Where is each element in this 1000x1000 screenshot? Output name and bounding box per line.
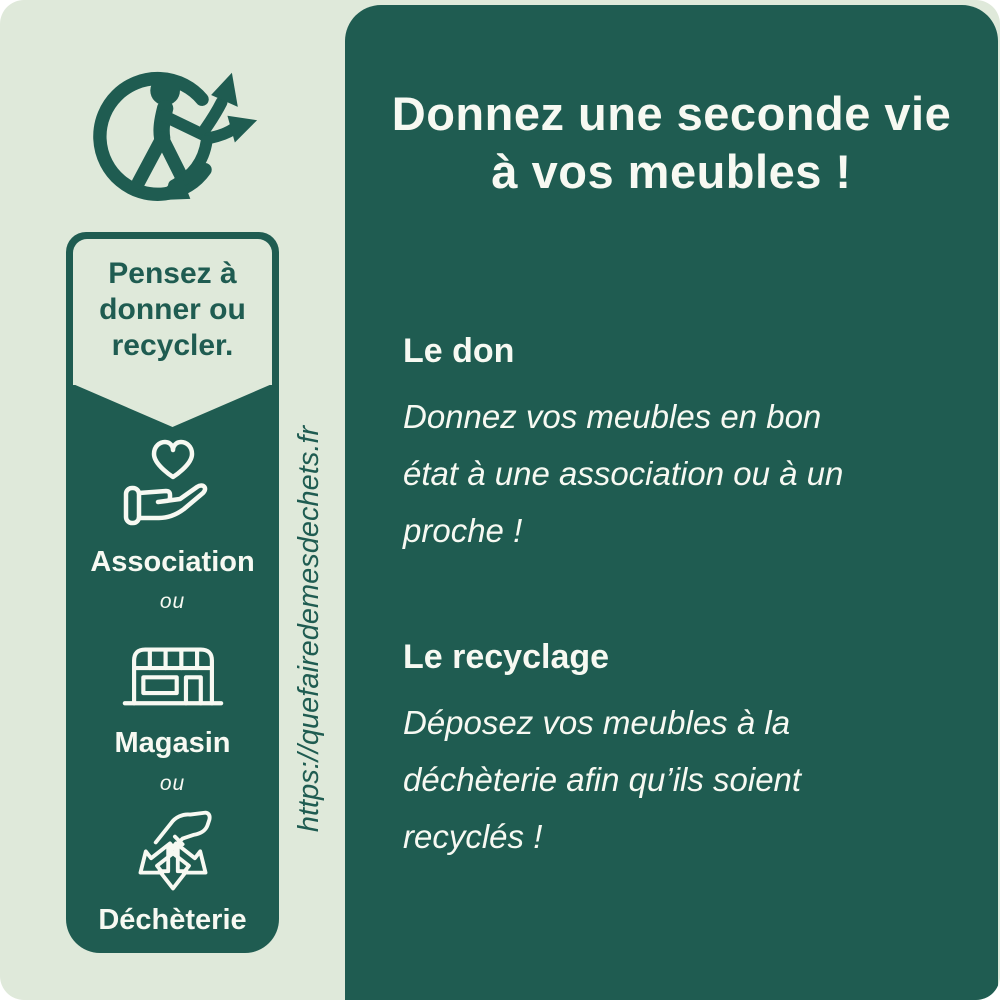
section-heading-don: Le don bbox=[403, 332, 515, 370]
option-decheterie bbox=[66, 804, 279, 900]
body-line: Déposez vos meubles à la bbox=[403, 704, 791, 741]
ribbon-point bbox=[73, 384, 272, 427]
option-label-decheterie: Déchèterie bbox=[98, 904, 247, 936]
separator-ou: ou bbox=[159, 772, 186, 795]
option-label-association: Association bbox=[90, 546, 255, 578]
option-label-magasin: Magasin bbox=[114, 727, 231, 759]
body-line: Donnez vos meubles en bon bbox=[403, 398, 822, 435]
ribbon-text bbox=[66, 256, 279, 364]
website-url: https://quefairedemesdechets.fr bbox=[293, 425, 325, 833]
storefront-icon bbox=[109, 631, 237, 719]
ribbon-line: recycler. bbox=[111, 329, 234, 362]
section-body-recyclage bbox=[403, 694, 801, 865]
page-title-line: Donnez une seconde vie bbox=[391, 87, 952, 140]
options-ribbon bbox=[66, 232, 279, 953]
body-line: proche ! bbox=[403, 512, 523, 549]
content-panel bbox=[345, 5, 998, 1000]
section-body-don bbox=[403, 388, 843, 559]
triman-recycling-logo bbox=[88, 52, 266, 224]
ribbon-line: Pensez à bbox=[108, 257, 237, 290]
hand-discard-arrows-icon bbox=[114, 804, 232, 900]
heart-in-hand-icon bbox=[117, 437, 229, 537]
body-line: déchèterie afin qu’ils soient bbox=[403, 761, 802, 798]
body-line: état à une association ou à un bbox=[403, 455, 844, 492]
separator-ou: ou bbox=[159, 590, 186, 613]
option-magasin bbox=[66, 631, 279, 719]
ribbon-line: donner ou bbox=[99, 293, 246, 326]
option-association bbox=[66, 437, 279, 537]
section-heading-recyclage: Le recyclage bbox=[403, 638, 610, 676]
page-title bbox=[345, 85, 998, 201]
page-title-line: à vos meubles ! bbox=[491, 145, 852, 198]
body-line: recyclés ! bbox=[403, 818, 543, 855]
